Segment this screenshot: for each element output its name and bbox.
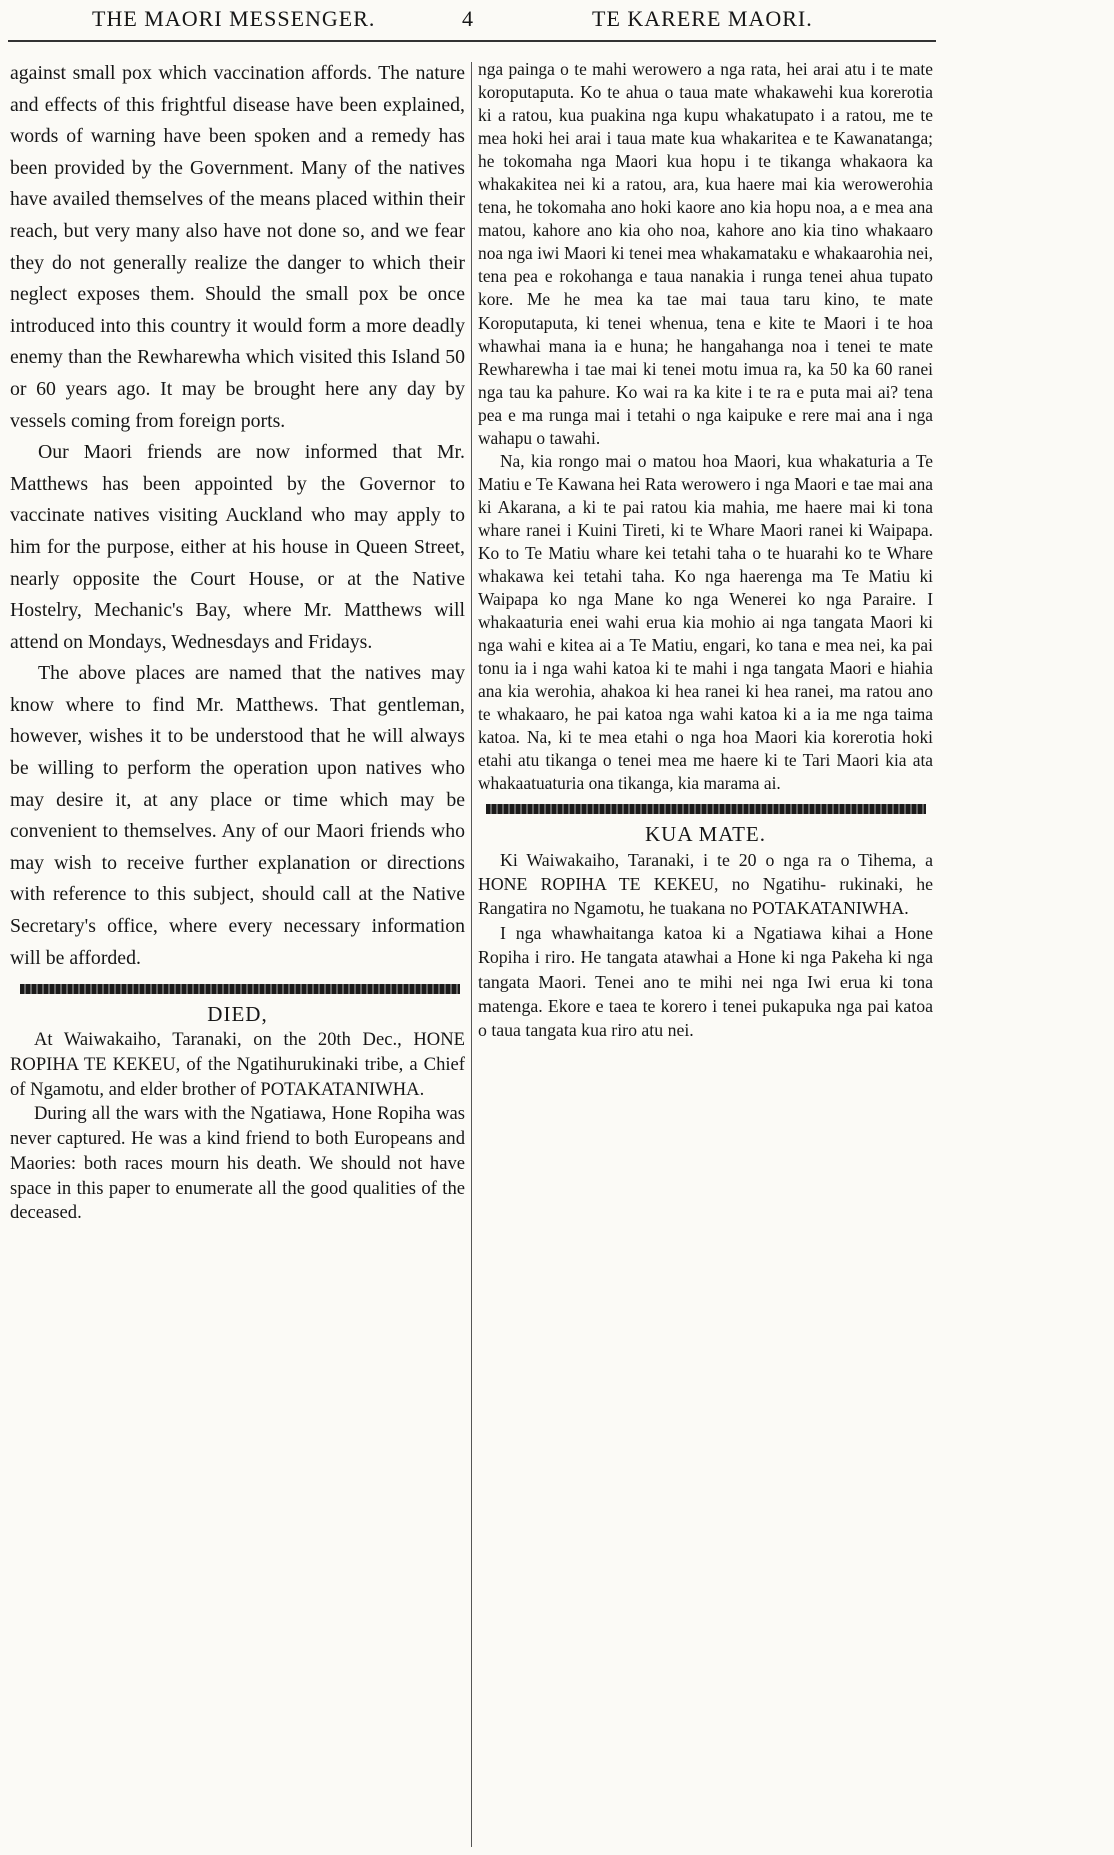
english-column xyxy=(10,58,465,1226)
masthead xyxy=(0,0,945,42)
maori-column xyxy=(478,58,933,1043)
header-rule xyxy=(8,40,936,42)
english-paragraph-vaccination: against small pox which vaccination affords. The nature and effects of this frightful disease have been explained, words of warning have been spoken and a remedy has been provided by the Government. Many of the natives have availed themselves of the means placed within their reach, but very many also have not done so, and we fear they do not generally realize the danger to which their neglect exposes them. Should the small pox be once introduced into this country it would form a more deadly enemy than the Rewharewha which visited this Island 50 or 60 years ago. It may be brought here any day by vessels coming from foreign ports. xyxy=(10,62,465,432)
english-obituary-tribute: During all the wars with the Ngatiawa, Hone Ropiha was never captured. He was a kind friend to both Europeans and Maories: both races mourn his death. We should not have space in this paper to enumerate all the good qualities of the deceased. xyxy=(10,1103,465,1224)
ornamental-separator xyxy=(20,984,460,994)
english-obituary-notice: At Waiwakaiho, Taranaki, on the 20th Dec., HONE ROPIHA TE KEKEU, of the Ngatihurukinaki tribe, a Chief of Ngamotu, and elder brother of POTAKATANIWHA. xyxy=(10,1029,465,1100)
maori-paragraph-vaccination: nga painga o te mahi werowero a nga rata, hei arai atu i te mate koroputaputa. Ko te ahua o taua mate whakawehi kua korerotia ki a ratou, kua puakina nga kupu whakatupato i a ratou, me te mea hoki hei arai i taua mate kua whakaritea e te Kawanatanga; he tokomaha nga Maori kua hopu i te tikanga whakaora ka whakakitea nei ki a ratou, ara, kua haere mai kia werowerohia tena, he tokomaha ano hoki kaore ano kia hopu noa, a e mea ana matou, kahore ano kia oho noa, kahore ano kia tino whakaaro noa nga iwi Maori ki tenei mea whakamataku e whakaarohia nei, tena pea e rokohanga e taua nanakia i runga tenei ahua tupato kore. Me he mea ka tae mai taua taru kino, te mate Koroputaputa, ki tenei whenua, tena e kite te Maori i te hoa whawhai mana ia e huna; he hangahanga noa i tenei te mate Rewharewha i tae mai ki tenei motu imua ra, ka 50 ka 60 ranei nga tau ka pahure. Ko wai ra ka kite i te ra e puta mai ai? tena pea e ma runga mai i tetahi o nga kaipuke e rere mai ana i nga wahapu o tawahi. xyxy=(478,59,933,448)
page-number: 4 xyxy=(462,6,474,31)
masthead-english-title: THE MAORI MESSENGER. xyxy=(92,6,376,31)
kua-mate-heading: KUA MATE. xyxy=(644,821,766,846)
died-heading: DIED, xyxy=(207,1002,268,1027)
ornamental-separator xyxy=(486,804,926,814)
maori-obituary-tribute: I nga whawhaitanga katoa ki a Ngatiawa kihai a Hone Ropiha i riro. He tangata atawhai a Hone ki nga Pakeha ki nga tangata Maori. Tenei ano te mihi nei nga Iwi erua ki tona matenga. Ekore e taea te korero i tenei pukapuka nga pai katoa o taua tangata kua riro atu nei. xyxy=(478,922,933,1041)
maori-obituary-notice: Ki Waiwakaiho, Taranaki, i te 20 o nga ra o Tihema, a HONE ROPIHA TE KEKEU, no Ngatihu- rukinaki, he Rangatira no Ngamotu, he tuakana no POTAKATANIWHA. xyxy=(478,849,933,919)
column-divider xyxy=(471,62,472,1847)
english-paragraph-places: The above places are named that the natives may know where to find Mr. Matthews. That gentleman, however, wishes it to be understood that he will always be willing to perform the operation upon natives who may desire it, at any place or time which may be convenient to themselves. Any of our Maori friends who may wish to receive further explanation or directions with reference to this subject, should call at the Native Secretary's office, where every necessary information will be afforded. xyxy=(10,662,465,969)
maori-paragraph-matthews: Na, kia rongo mai o matou hoa Maori, kua whakaturia a Te Matiu e Te Kawana hei Rata werowero i nga Maori e tae mai ana ki Akarana, a ki te pai ratou kia mahia, me haere mai ki tona whare ranei i Kuini Tireti, ki te Whare Maori ranei ki Waipapa. Ko to Te Matiu whare kei tetahi taha o te huarahi ko te Whare whakawa kei tetahi taha. Ko nga haerenga ma Te Matiu ki Waipapa ko nga Mane ko nga Wenerei ko nga Paraire. I whakaaturia enei wahi erua kia mohio ai nga tangata Maori ki nga wahi e kitea ai a Te Matiu, engari, ko tana e mea nei, ka pai tonu ia i nga wahi katoa ki te mahi i nga tangata Maori e hiahia ana kia werohia, ahakoa ki hea ranei ki hea ranei, ma ratou ano te whakaaro, he pai katoa nga wahi katoa ki a ia me nga taima katoa. Na, ki te mea etahi o nga hoa Maori kia korerotia hoki etahi atu tikanga o tenei mea me haere ki te Tari Maori kia ata whakaatuaturia ona tikanga, kia marama ai. xyxy=(478,450,933,794)
masthead-maori-title: TE KARERE MAORI. xyxy=(592,6,813,31)
english-paragraph-matthews: Our Maori friends are now informed that Mr. Matthews has been appointed by the Governor to vaccinate natives visiting Auckland who may apply to him for the purpose, either at his house in Queen Street, nearly opposite the Court House, or at the Native Hostelry, Mechanic's Bay, where Mr. Matthews will attend on Mondays, Wednesdays and Fridays. xyxy=(10,441,465,653)
